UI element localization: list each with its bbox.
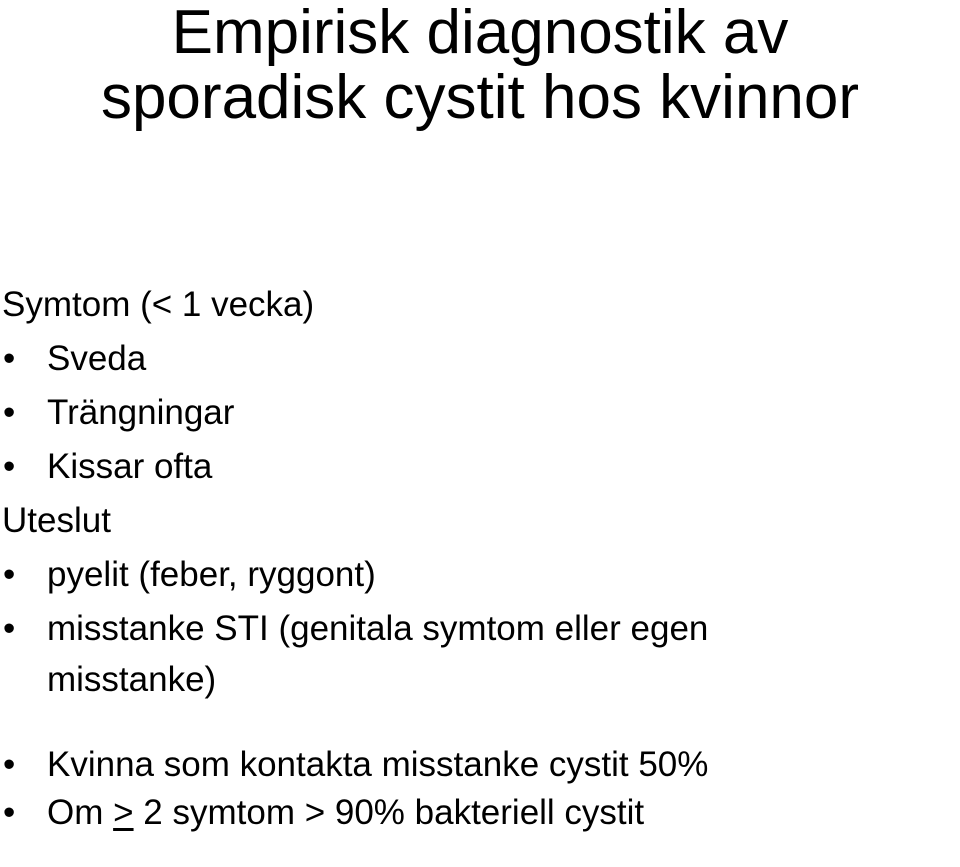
bullet-icon: •	[3, 447, 16, 486]
fact-item	[0, 789, 960, 837]
exclude-item-label: pyelit (feber, ryggont)	[47, 555, 376, 594]
exclude-item	[0, 548, 960, 602]
slide-title-line-1: Empirisk diagnostik av	[171, 0, 789, 67]
bullet-icon: •	[3, 339, 16, 378]
bullet-icon: •	[3, 745, 16, 784]
bullet-icon: •	[3, 609, 16, 648]
exclude-item	[0, 602, 960, 704]
symptom-item	[0, 386, 960, 440]
fact-item-label: Kvinna som kontakta misstanke cystit 50%	[47, 745, 709, 784]
symptom-item-label: Sveda	[47, 339, 147, 378]
slide-title-line-2: sporadisk cystit hos kvinnor	[100, 63, 860, 132]
symptom-item-label: Trängningar	[47, 393, 235, 432]
slide-title	[0, 0, 960, 130]
slide-body	[0, 278, 960, 837]
fact-item-suffix: 2 symtom > 90% bakteriell cystit	[133, 793, 645, 832]
bullet-icon: •	[3, 555, 16, 594]
bullet-icon: •	[3, 393, 16, 432]
spacer	[0, 704, 960, 741]
exclude-item-label: misstanke STI (genitala symtom eller egen	[47, 609, 709, 648]
symptom-item	[0, 332, 960, 386]
symptoms-heading: Symtom (< 1 vecka)	[2, 285, 315, 324]
exclude-heading: Uteslut	[2, 501, 111, 540]
bullet-icon: •	[3, 793, 16, 832]
fact-item-prefix: Om	[47, 793, 114, 832]
greater-or-equal-symbol: >	[113, 793, 134, 832]
symptom-item-label: Kissar ofta	[47, 447, 213, 486]
exclude-item-continuation: misstanke)	[47, 660, 217, 699]
fact-item	[0, 741, 960, 789]
symptom-item	[0, 440, 960, 494]
